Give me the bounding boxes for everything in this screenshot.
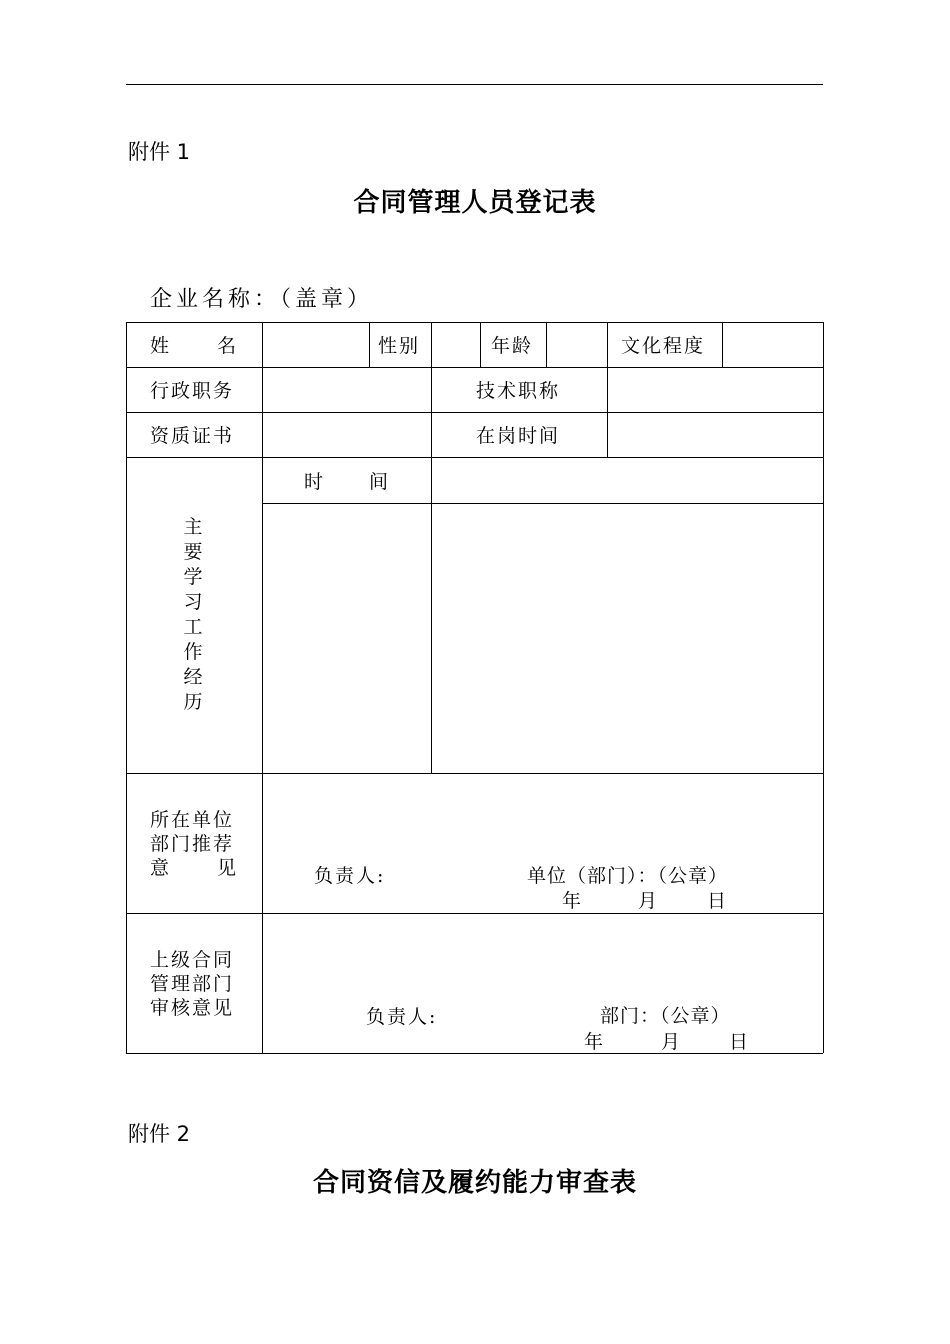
table-border-right	[823, 322, 824, 1053]
time-label-char: 间	[368, 471, 390, 493]
row-divider	[126, 773, 823, 774]
row-divider	[126, 367, 823, 368]
header-rule	[126, 84, 823, 85]
table-border-left	[126, 322, 127, 1053]
attachment2-title: 合同资信及履约能力审查表	[312, 1168, 637, 1198]
education-label: 文化程度	[621, 335, 706, 357]
name-label	[150, 334, 238, 358]
column-divider	[480, 322, 481, 367]
review-label-line2: 管理部门	[150, 973, 235, 995]
row-divider	[262, 503, 823, 504]
work-history-label: 主要学习工作经历	[183, 516, 203, 713]
form-title: 合同管理人员登记表	[353, 188, 597, 218]
table-border-bottom	[126, 1053, 823, 1054]
recommend-day: 日	[707, 890, 729, 912]
recommend-label-line3	[150, 856, 238, 880]
row-divider	[126, 457, 823, 458]
review-responsible: 负责人:	[366, 1006, 438, 1028]
name-label-char: 名	[216, 335, 238, 357]
tech-title-label: 技术职称	[476, 380, 561, 402]
review-label-line3: 审核意见	[150, 997, 235, 1019]
recommend-year: 年	[562, 890, 584, 912]
gender-label: 性别	[378, 335, 421, 357]
row-divider	[126, 913, 823, 914]
review-label-line1: 上级合同	[150, 949, 235, 971]
recommend-label-line2: 部门推荐	[150, 833, 235, 855]
recommend-unit-seal: 单位（部门）：（公章）	[527, 865, 729, 887]
tenure-label: 在岗时间	[476, 425, 561, 447]
attachment2-label: 附件 2	[128, 1122, 191, 1146]
column-divider	[607, 322, 608, 457]
recommend-label-char: 意	[150, 857, 172, 879]
time-label-char: 时	[304, 471, 326, 493]
column-divider	[431, 322, 432, 773]
admin-position-label: 行政职务	[150, 380, 235, 402]
company-name-line: 企业名称：（盖章）	[150, 287, 374, 312]
table-border-top	[126, 322, 823, 323]
review-day: 日	[729, 1031, 751, 1053]
review-month: 月	[661, 1031, 683, 1053]
time-label	[304, 470, 390, 494]
column-divider	[262, 322, 263, 1053]
recommend-label-line1: 所在单位	[150, 809, 235, 831]
recommend-responsible: 负责人:	[314, 865, 386, 887]
age-label: 年龄	[491, 335, 534, 357]
column-divider	[546, 322, 547, 367]
recommend-month: 月	[638, 890, 660, 912]
attachment1-label: 附件 1	[128, 140, 191, 164]
review-year: 年	[584, 1031, 606, 1053]
qualification-label: 资质证书	[150, 425, 235, 447]
column-divider	[369, 322, 370, 367]
name-label-char: 姓	[150, 335, 172, 357]
review-dept-seal: 部门：（公章）	[600, 1005, 731, 1027]
row-divider	[126, 412, 823, 413]
column-divider	[722, 322, 723, 367]
recommend-label-char: 见	[216, 857, 238, 879]
